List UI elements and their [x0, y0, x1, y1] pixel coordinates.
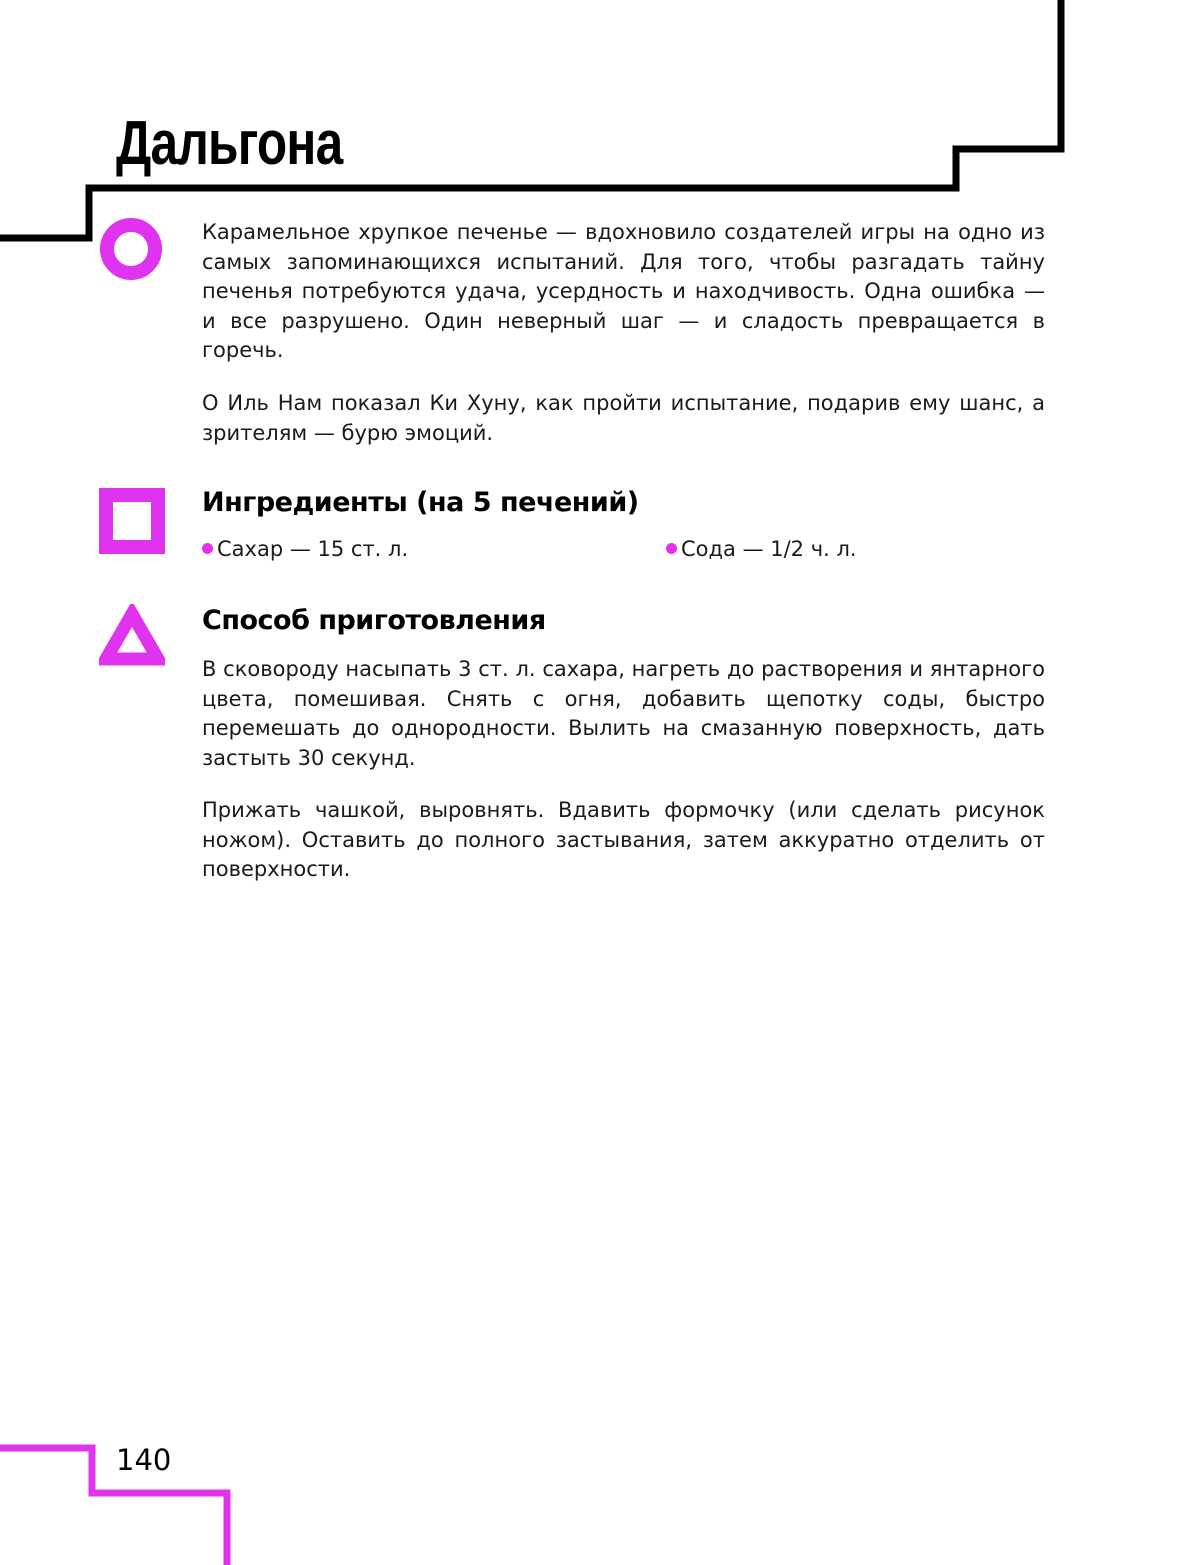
page-number: 140	[116, 1443, 172, 1477]
method-heading: Способ приготовления	[202, 605, 546, 636]
page-title: Дальгона	[116, 109, 343, 178]
intro-paragraph-1: Карамельное хрупкое печенье — вдохновило создателей игры на одно из самых запоминающихся испытаний. Для того, чтобы разгадать тайну печенья потребуются удача, усердность и находчивость. Одна ошибка — и все разрушено. Один неверный шаг — и сладость превращается в горечь.	[202, 220, 1045, 362]
method-paragraph-1: В сковороду насыпать 3 ст. л. сахара, нагреть до растворения и янтарного цвета, помешивая. Снять с огня, добавить щепотку соды, быстро перемешать до однородности. Вылить на смазанную поверхность, дать застыть 30 секунд.	[202, 657, 1045, 770]
intro-paragraph-2: О Иль Нам показал Ки Хуну, как пройти испытание, подарив ему шанс, а зрителям — бурю эмоций.	[202, 391, 1045, 445]
ingredients-heading: Ингредиенты (на 5 печений)	[202, 487, 639, 518]
ingredient-label: Сахар — 15 ст. л.	[217, 537, 409, 561]
ingredient-item	[202, 535, 408, 564]
method-paragraph-2: Прижать чашкой, выровнять. Вдавить формочку (или сделать рисунок ножом). Оставить до полного застывания, затем аккуратно отделить от поверхности.	[202, 798, 1045, 881]
square-icon	[99, 488, 165, 554]
bullet-dot-icon	[666, 543, 677, 554]
triangle-icon	[99, 604, 165, 666]
bottom-frame-line	[0, 1448, 227, 1565]
bullet-dot-icon	[202, 543, 213, 554]
ingredient-item	[666, 535, 857, 564]
ingredient-label: Сода — 1/2 ч. л.	[681, 537, 857, 561]
circle-icon	[99, 217, 163, 281]
